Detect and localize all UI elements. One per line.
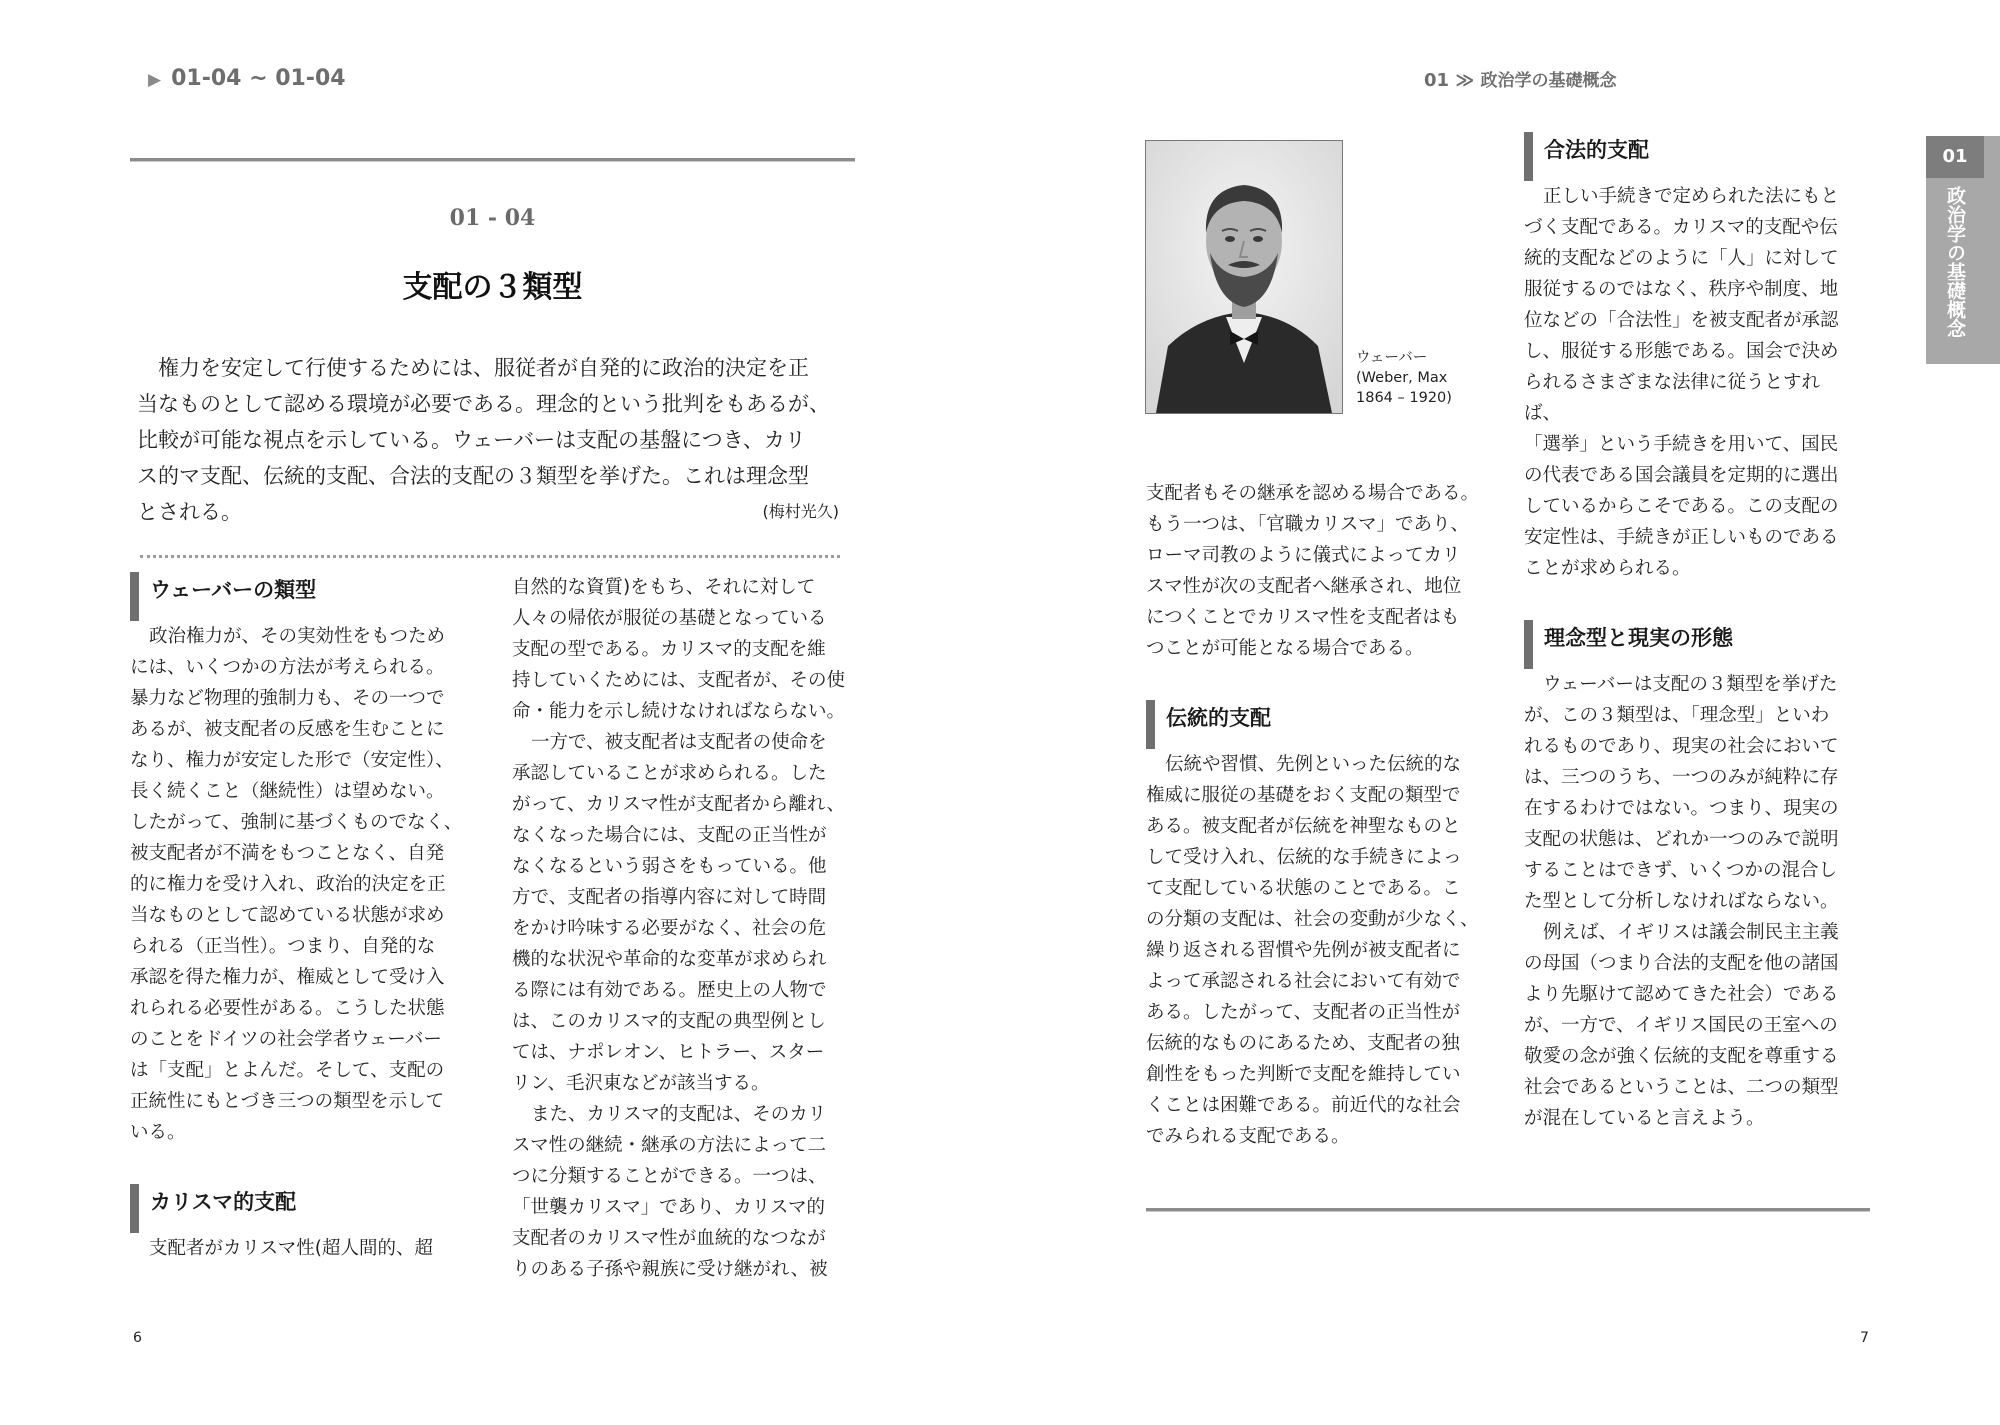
lead-author: (梅村光久) bbox=[762, 502, 839, 521]
text-line: の分類の支配は、社会の変動が少なく、 bbox=[1146, 909, 1479, 930]
text-line: 権威に服従の基礎をおく支配の類型で bbox=[1146, 785, 1461, 806]
text-line: ローマ司教のように儀式によってカリ bbox=[1146, 545, 1461, 566]
portrait-caption bbox=[1356, 348, 1466, 408]
text-line: くことは困難である。前近代的な社会 bbox=[1146, 1095, 1461, 1116]
text-line: づく支配である。カリスマ的支配や伝 bbox=[1524, 217, 1838, 238]
text-line: 承認を得た権力が、権威として受け入 bbox=[130, 967, 445, 988]
text-line: ある。被支配者が伝統を神聖なものと bbox=[1146, 816, 1461, 837]
heading-text: 理念型と現実の形態 bbox=[1544, 626, 1733, 650]
text-line: は「支配」とよんだ。そして、支配の bbox=[130, 1060, 445, 1081]
text-line: れられる必要性がある。こうした状態 bbox=[130, 998, 445, 1019]
text-line: したがって、強制に基づくものでなく、 bbox=[130, 812, 463, 833]
left-column-1 bbox=[130, 572, 486, 1264]
right-column-2 bbox=[1524, 132, 1844, 1134]
text-line: なくなるという弱さをもっている。他 bbox=[512, 856, 827, 877]
heading-text: カリスマ的支配 bbox=[150, 1190, 297, 1214]
text-line: がって、カリスマ性が支配者から離れ、 bbox=[512, 794, 846, 815]
text-line: より先駆けて認めてきた社会）である bbox=[1524, 984, 1839, 1005]
paragraph-charismatic-cont bbox=[512, 572, 862, 727]
text-line: して受け入れ、伝統的な手続きによっ bbox=[1146, 847, 1462, 868]
text-line: もう一つは、「官職カリスマ」であり、 bbox=[1146, 514, 1470, 535]
paragraph-charismatic-start bbox=[130, 1233, 486, 1264]
text-line: が、一方で、イギリス国民の王室への bbox=[1524, 1015, 1838, 1036]
text-line: 承認していることが求められる。した bbox=[512, 763, 827, 784]
paragraph-ideal-type bbox=[1524, 669, 1844, 917]
text-line: 在するわけではない。つまり、現実の bbox=[1524, 798, 1839, 819]
text-line: 支配者のカリスマ性が血統的なつなが bbox=[512, 1228, 826, 1249]
running-head-right bbox=[1424, 66, 1616, 91]
heading-ideal-type bbox=[1524, 620, 1844, 669]
text-line: が、この３類型は、「理念型」といわ bbox=[1524, 705, 1830, 726]
text-line: の母国（つまり合法的支配を他の諸国 bbox=[1524, 953, 1839, 974]
heading-bar bbox=[130, 1184, 139, 1233]
running-head-chapter-number: 01 bbox=[1424, 70, 1450, 91]
text-line: た型として分析しなければならない。 bbox=[1524, 891, 1839, 912]
running-head-left bbox=[148, 66, 346, 91]
lead-line: 当なものとして認める環境が必要である。理念的という批判をもあるが、 bbox=[137, 392, 830, 416]
text-line: 「世襲カリスマ」であり、カリスマ的 bbox=[512, 1197, 826, 1218]
text-line: でみられる支配である。 bbox=[1146, 1126, 1350, 1147]
text-line: よって承認される社会において有効で bbox=[1146, 971, 1461, 992]
text-line: 伝統的なものにあるため、支配者の独 bbox=[1146, 1033, 1460, 1054]
text-line: 自然的な資質)をもち、それに対して bbox=[512, 577, 816, 598]
heading-bar bbox=[1524, 132, 1533, 181]
lead-paragraph bbox=[137, 350, 847, 530]
heading-weber-types bbox=[130, 572, 486, 621]
portrait-illustration bbox=[1146, 141, 1342, 413]
weber-portrait bbox=[1145, 140, 1343, 414]
text-line: 伝統や習慣、先例といった伝統的な bbox=[1165, 754, 1462, 775]
heading-bar bbox=[1524, 620, 1533, 669]
paragraph-charismatic-end bbox=[1146, 478, 1501, 664]
lead-line: とされる。 bbox=[137, 500, 242, 524]
text-line: 機的な状況や革命的な変革が求められ bbox=[512, 949, 827, 970]
text-line: 支配の状態は、どれか一つのみで説明 bbox=[1524, 829, 1839, 850]
text-line: につくことでカリスマ性を支配者はも bbox=[1146, 607, 1460, 628]
section-number: 01 - 04 bbox=[449, 205, 536, 231]
text-line: リン、毛沢東などが該当する。 bbox=[512, 1073, 770, 1094]
heading-traditional bbox=[1146, 700, 1501, 749]
text-line: 支配者がカリスマ性(超人間的、超 bbox=[149, 1238, 433, 1259]
text-line: れるものであり、現実の社会において bbox=[1524, 736, 1839, 757]
top-rule bbox=[130, 158, 855, 162]
text-line: 正統性にもとづき三つの類型を示して bbox=[130, 1091, 445, 1112]
text-line: 長く続くこと（継続性）は望めない。 bbox=[130, 781, 445, 802]
text-line: 創性をもった判断で支配を維持してい bbox=[1146, 1064, 1461, 1085]
lead-line: 比較が可能な視点を示している。ウェーバーは支配の基盤につき、カリ bbox=[137, 428, 806, 452]
text-line: し、服従する形態である。国会で決め bbox=[1524, 341, 1839, 362]
paragraph-charismatic-succession bbox=[512, 1099, 862, 1285]
left-column-2 bbox=[512, 572, 862, 1285]
text-line: 暴力など物理的強制力も、その一つで bbox=[130, 688, 445, 709]
chapter-thumb-tab bbox=[1926, 136, 2000, 364]
text-line: ては、ナポレオン、ヒトラー、スター bbox=[512, 1042, 825, 1063]
text-line: なくなった場合には、支配の正当性が bbox=[512, 825, 827, 846]
thumb-tab-title: 政治学の基礎概念 bbox=[1944, 186, 1966, 338]
text-line: ある。したがって、支配者の正当性が bbox=[1146, 1002, 1461, 1023]
text-line: ことが求められる。 bbox=[1524, 558, 1691, 579]
text-line: る際には有効である。歴史上の人物で bbox=[512, 980, 827, 1001]
text-line: りのある子孫や親族に受け継がれ、被 bbox=[512, 1259, 828, 1280]
heading-text: ウェーバーの類型 bbox=[150, 578, 317, 602]
page-number: 6 bbox=[133, 1330, 142, 1346]
text-line: の代表である国会議員を定期的に選出 bbox=[1524, 465, 1839, 486]
heading-text: 伝統的支配 bbox=[1166, 706, 1271, 730]
heading-charismatic bbox=[130, 1184, 486, 1233]
heading-text: 合法的支配 bbox=[1544, 138, 1649, 162]
text-line: つに分類することができる。一つは、 bbox=[512, 1166, 827, 1187]
section-title: 支配の３類型 bbox=[402, 270, 583, 305]
caption-english-name: (Weber, Max bbox=[1356, 370, 1448, 386]
triangle-marker-icon: ▶ bbox=[148, 70, 162, 90]
bottom-rule bbox=[1146, 1208, 1870, 1212]
text-line: 人々の帰依が服従の基礎となっている bbox=[512, 608, 827, 629]
text-line: あるが、被支配者の反感を生むことに bbox=[130, 719, 445, 740]
text-line: 持していくためには、支配者が、その使 bbox=[512, 670, 846, 691]
text-line: 当なものとして認めている状態が求め bbox=[130, 905, 445, 926]
text-line: スマ性が次の支配者へ継承され、地位 bbox=[1146, 576, 1462, 597]
right-page bbox=[1000, 0, 2000, 1425]
paragraph-weber bbox=[130, 621, 486, 1148]
text-line: には、いくつかの方法が考えられる。 bbox=[130, 657, 445, 678]
text-line: のことをドイツの社会学者ウェーバー bbox=[130, 1029, 442, 1050]
heading-bar bbox=[1146, 700, 1155, 749]
text-line: られる（正当性）。つまり、自発的な bbox=[130, 936, 436, 957]
text-line: なり、権力が安定した形で（安定性）、 bbox=[130, 750, 454, 771]
text-line: 安定性は、手続きが正しいものである bbox=[1524, 527, 1839, 548]
text-line: しているからこそである。この支配の bbox=[1524, 496, 1839, 517]
lead-line: ス的マ支配、伝統的支配、合法的支配の３類型を挙げた。これは理念型 bbox=[137, 464, 809, 488]
text-line: することはできず、いくつかの混合し bbox=[1524, 860, 1838, 881]
text-line: は、三つのうち、一つのみが純粋に存 bbox=[1524, 767, 1839, 788]
text-line: て支配している状態のことである。こ bbox=[1146, 878, 1461, 899]
heading-legal bbox=[1524, 132, 1844, 181]
text-line: られるさまざまな法律に従うとすれば、 bbox=[1524, 372, 1821, 424]
paragraph-legal bbox=[1524, 181, 1844, 584]
thumb-tab-number: 01 bbox=[1926, 136, 1984, 178]
text-line: が混在していると言えよう。 bbox=[1524, 1108, 1765, 1129]
text-line: 例えば、イギリスは議会制民主主義 bbox=[1543, 922, 1839, 943]
text-line: 「選挙」という手続きを用いて、国民 bbox=[1524, 434, 1839, 455]
text-line: 的に権力を受け入れ、政治的決定を正 bbox=[130, 874, 446, 895]
text-line: また、カリスマ的支配は、そのカリ bbox=[531, 1104, 827, 1125]
text-line: 一方で、被支配者は支配者の使命を bbox=[531, 732, 827, 753]
paragraph-traditional bbox=[1146, 749, 1501, 1152]
text-line: いる。 bbox=[130, 1122, 186, 1143]
text-line: 支配の型である。カリスマ的支配を維 bbox=[512, 639, 826, 660]
text-line: 支配者もその継承を認める場合である。 bbox=[1146, 483, 1480, 504]
text-line: スマ性の継続・継承の方法によって二 bbox=[512, 1135, 827, 1156]
paragraph-charismatic-weakness bbox=[512, 727, 862, 1099]
text-line: 方で、支配者の指導内容に対して時間 bbox=[512, 887, 827, 908]
text-line: ウェーバーは支配の３類型を挙げた bbox=[1543, 674, 1838, 695]
text-line: 被支配者が不満をもつことなく、自発 bbox=[130, 843, 445, 864]
text-line: 政治権力が、その実効性をもつため bbox=[149, 626, 446, 647]
text-line: 位などの「合法性」を被支配者が承認 bbox=[1524, 310, 1839, 331]
double-chevron-icon: ≫ bbox=[1455, 70, 1475, 91]
text-line: をかけ吟味する必要がなく、社会の危 bbox=[512, 918, 827, 939]
lead-line: 権力を安定して行使するためには、服従者が自発的に政治的決定を正 bbox=[158, 356, 809, 380]
right-column-1 bbox=[1146, 478, 1501, 1152]
page-number: 7 bbox=[1860, 1330, 1869, 1346]
caption-years: 1864 – 1920) bbox=[1356, 390, 1452, 406]
text-line: は、このカリスマ的支配の典型例とし bbox=[512, 1011, 826, 1032]
text-line: 命・能力を示し続けなければならない。 bbox=[512, 701, 846, 722]
text-line: 服従するのではなく、秩序や制度、地 bbox=[1524, 279, 1839, 300]
text-line: 敬愛の念が強く伝統的支配を尊重する bbox=[1524, 1046, 1839, 1067]
caption-name: ウェーバー bbox=[1356, 350, 1428, 366]
running-head-section-range: 01-04 ~ 01-04 bbox=[171, 66, 346, 91]
text-line: 統的支配などのように「人」に対して bbox=[1524, 248, 1839, 269]
dotted-divider bbox=[140, 555, 840, 558]
heading-bar bbox=[130, 572, 139, 621]
text-line: 社会であるということは、二つの類型 bbox=[1524, 1077, 1839, 1098]
text-line: つことが可能となる場合である。 bbox=[1146, 638, 1424, 659]
text-line: 正しい手続きで定められた法にもと bbox=[1543, 186, 1840, 207]
running-head-chapter-title: 政治学の基礎概念 bbox=[1480, 71, 1617, 91]
paragraph-uk-example bbox=[1524, 917, 1844, 1134]
text-line: 繰り返される習慣や先例が被支配者に bbox=[1146, 940, 1461, 961]
